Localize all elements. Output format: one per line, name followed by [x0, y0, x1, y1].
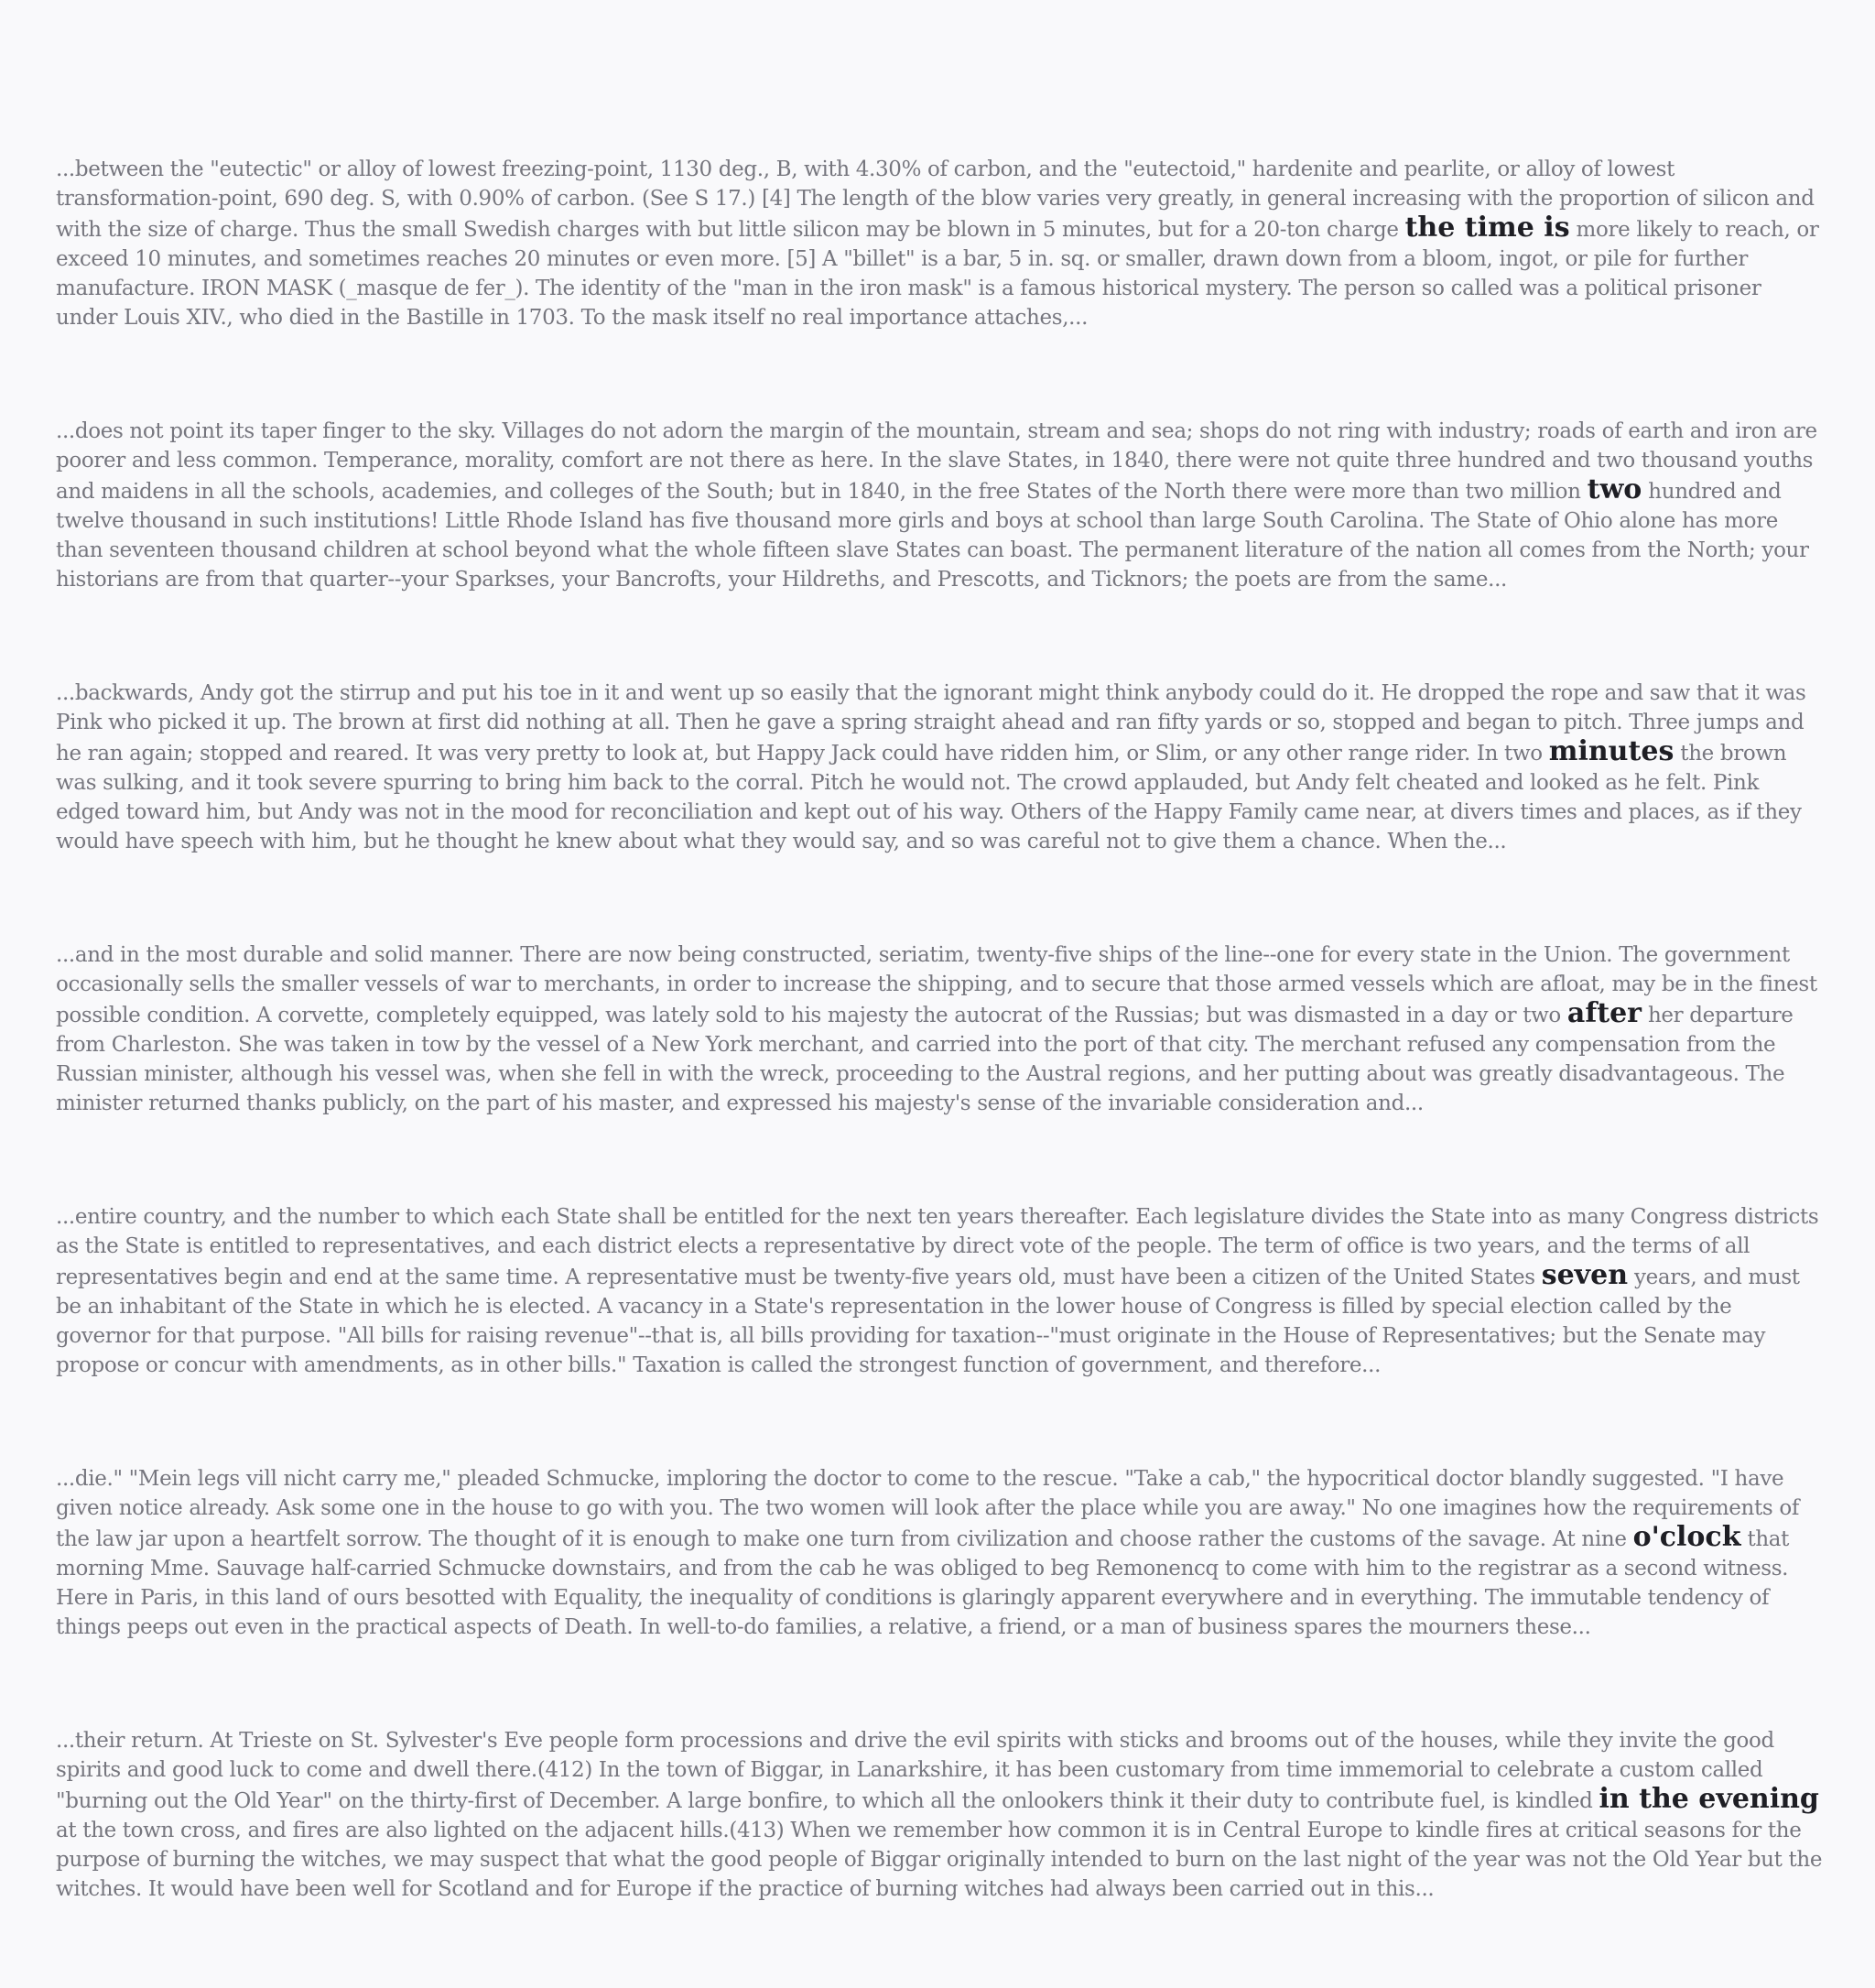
passage-text-before: ...between the "eutectic" or alloy of lowest freezing-point, 1130 deg., B, with 4.30% of carbon, and the "eutectoid," hardenite and pearlite, or alloy of lowest transformation-point, 690 deg. S, with 0.90% of carbon. (See S 17.) [4] The length of the blow varies very greatly, in general increasing with the proportion of silicon and with the size of charge. Thus the small Swedish charges with but little silicon may be blown in 5 minutes, but for a 20-ton charge [56, 158, 1815, 242]
highlighted-phrase: after [1566, 997, 1642, 1029]
passage-text-before: ...does not point its taper finger to the sky. Villages do not adorn the margin of the mountain, stream and sea; shops do not ring with industry; roads of earth and iron are poorer and less common. Temperance, morality, comfort are not there as here. In the slave States, in 1840, there were not quite three hundred and two thousand youths and maidens in all the schools, academies, and colleges of the South; but in 1840, in the free States of the North there were more than two million [56, 419, 1817, 504]
highlighted-phrase: the time is [1404, 212, 1570, 244]
highlighted-phrase: two [1587, 473, 1642, 505]
passage-text-after: hundred and twelve thousand in such institutions! Little Rhode Island has five thousand more girls and boys at school than large South Carolina. The State of Ohio alone has more than seventeen thousand children at school beyond what the whole fifteen slave States can boast. The permanent literature of the nation all comes from the North; your historians are from that quarter--your Sparkses, your Bancrofts, your Hildreths, and Prescotts, and Ticknors; the poets are from the same... [56, 480, 1809, 592]
passage-text-before: ...entire country, and the number to which each State shall be entitled for the next ten years thereafter. Each legislature divides the State into as many Congress districts as the State is entitled to representatives, and each district elects a representative by direct vote of the people. The term of office is two years, and the terms of all representatives begin and end at the same time. A representative must be twenty-five years old, must have been a citizen of the United States [56, 1205, 1819, 1289]
highlighted-phrase: minutes [1548, 735, 1674, 767]
passage-1 [56, 155, 1823, 332]
passage-text-after: at the town cross, and fires are also lighted on the adjacent hills.(413) When we remember how common it is in Central Europe to kindle fires at critical seasons for the purpose of burning the witches, we may suspect that what the good people of Biggar originally intended to burn on the last night of the year was not the Old Year but the witches. It would have been well for Scotland and for Europe if the practice of burning witches had always been carried out in this... [56, 1819, 1823, 1901]
passage-text-before: ...backwards, Andy got the stirrup and put his toe in it and went up so easily that the ignorant might think anybody could do it. He dropped the rope and saw that it was Pink who picked it up. The brown at first did nothing at all. Then he gave a spring straight ahead and ran fifty yards or so, stopped and began to pitch. Three jumps and he ran again; stopped and reared. It was very pretty to look at, but Happy Jack could have ridden him, or Slim, or any other range rider. In two [56, 681, 1806, 766]
passage-2 [56, 417, 1823, 594]
passage-7 [56, 1726, 1823, 1904]
passage-text-after: the brown was sulking, and it took severe spurring to bring him back to the corral. Pitch he would not. The crowd applauded, but Andy felt cheated and looked as he felt. Pink edged toward him, but Andy was not in the mood for reconciliation and kept out of his way. Others of the Happy Family came near, at divers times and places, as if they would have speech with him, but he thought he knew about what they would say, and so was careful not to give them a chance. When the... [56, 742, 1802, 853]
highlighted-phrase: o'clock [1632, 1521, 1741, 1553]
passage-text-after: more likely to reach, or exceed 10 minutes, and sometimes reaches 20 minutes or even more. [5] A "billet" is a bar, 5 in. sq. or smaller, drawn down from a bloom, ingot, or pile for further manufacture. IRON MASK (_masque de fer_). The identity of the "man in the iron mask" is a famous historical mystery. The person so called was a political prisoner under Louis XIV., who died in the Bastille in 1703. To the mask itself no real importance attaches,... [56, 218, 1819, 330]
passage-text-before: ...and in the most durable and solid manner. There are now being constructed, seriatim, twenty-five ships of the line--one for every state in the Union. The government occasionally sells the smaller vessels of war to merchants, in order to increase the shipping, and to secure that those armed vessels which are afloat, may be in the finest possible condition. A corvette, completely equipped, was lately sold to his majesty the autocrat of the Russias; but was dismasted in a day or two [56, 943, 1817, 1027]
passage-text-after: that morning Mme. Sauvage half-carried Schmucke downstairs, and from the cab he was obliged to beg Remonencq to come with him to the registrar as a second witness. Here in Paris, in this land of ours besotted with Equality, the inequality of conditions is glaringly apparent everywhere and in everything. The immutable tendency of things peeps out even in the practical aspects of Death. In well-to-do families, a relative, a friend, or a man of business spares the mourners these... [56, 1527, 1790, 1639]
highlighted-phrase: in the evening [1599, 1783, 1819, 1815]
passage-4 [56, 940, 1823, 1118]
passage-6 [56, 1464, 1823, 1642]
passage-text-after: her departure from Charleston. She was taken in tow by the vessel of a New York merchant, and carried into the port of that city. The merchant refused any compensation from the Russian minister, although his vessel was, when she fell in with the wreck, proceeding to the Austral regions, and her putting about was greatly disadvantageous. The minister returned thanks publicly, on the part of his master, and expressed his majesty's sense of the invariable consideration and... [56, 1004, 1794, 1115]
passage-text-after: years, and must be an inhabitant of the State in which he is elected. A vacancy in a State's representation in the lower house of Congress is filled by special election called by the governor for that purpose. "All bills for raising revenue"--that is, all bills providing for taxation--"must originate in the House of Representatives; but the Senate may propose or concur with amendments, as in other bills." Taxation is called the strongest function of government, and therefore... [56, 1266, 1800, 1377]
document-page [56, 155, 1823, 1988]
passage-3 [56, 679, 1823, 856]
passage-text-before: ...their return. At Trieste on St. Sylvester's Eve people form processions and drive the evil spirits with sticks and brooms out of the houses, while they invite the good spirits and good luck to come and dwell there.(412) In the town of Biggar, in Lanarkshire, it has been customary from time immemorial to celebrate a custom called "burning out the Old Year" on the thirty-first of December. A large bonfire, to which all the onlookers think it their duty to contribute fuel, is kindled [56, 1729, 1774, 1813]
passage-text-before: ...die." "Mein legs vill nicht carry me," pleaded Schmucke, imploring the doctor to come to the rescue. "Take a cab," the hypocritical doctor blandly suggested. "I have given notice already. Ask some one in the house to go with you. The two women will look after the place while you are away." No one imagines how the requirements of the law jar upon a heartfelt sorrow. The thought of it is enough to make one turn from civilization and choose rather the customs of the savage. At nine [56, 1467, 1799, 1551]
passage-5 [56, 1202, 1823, 1380]
highlighted-phrase: seven [1541, 1259, 1629, 1291]
